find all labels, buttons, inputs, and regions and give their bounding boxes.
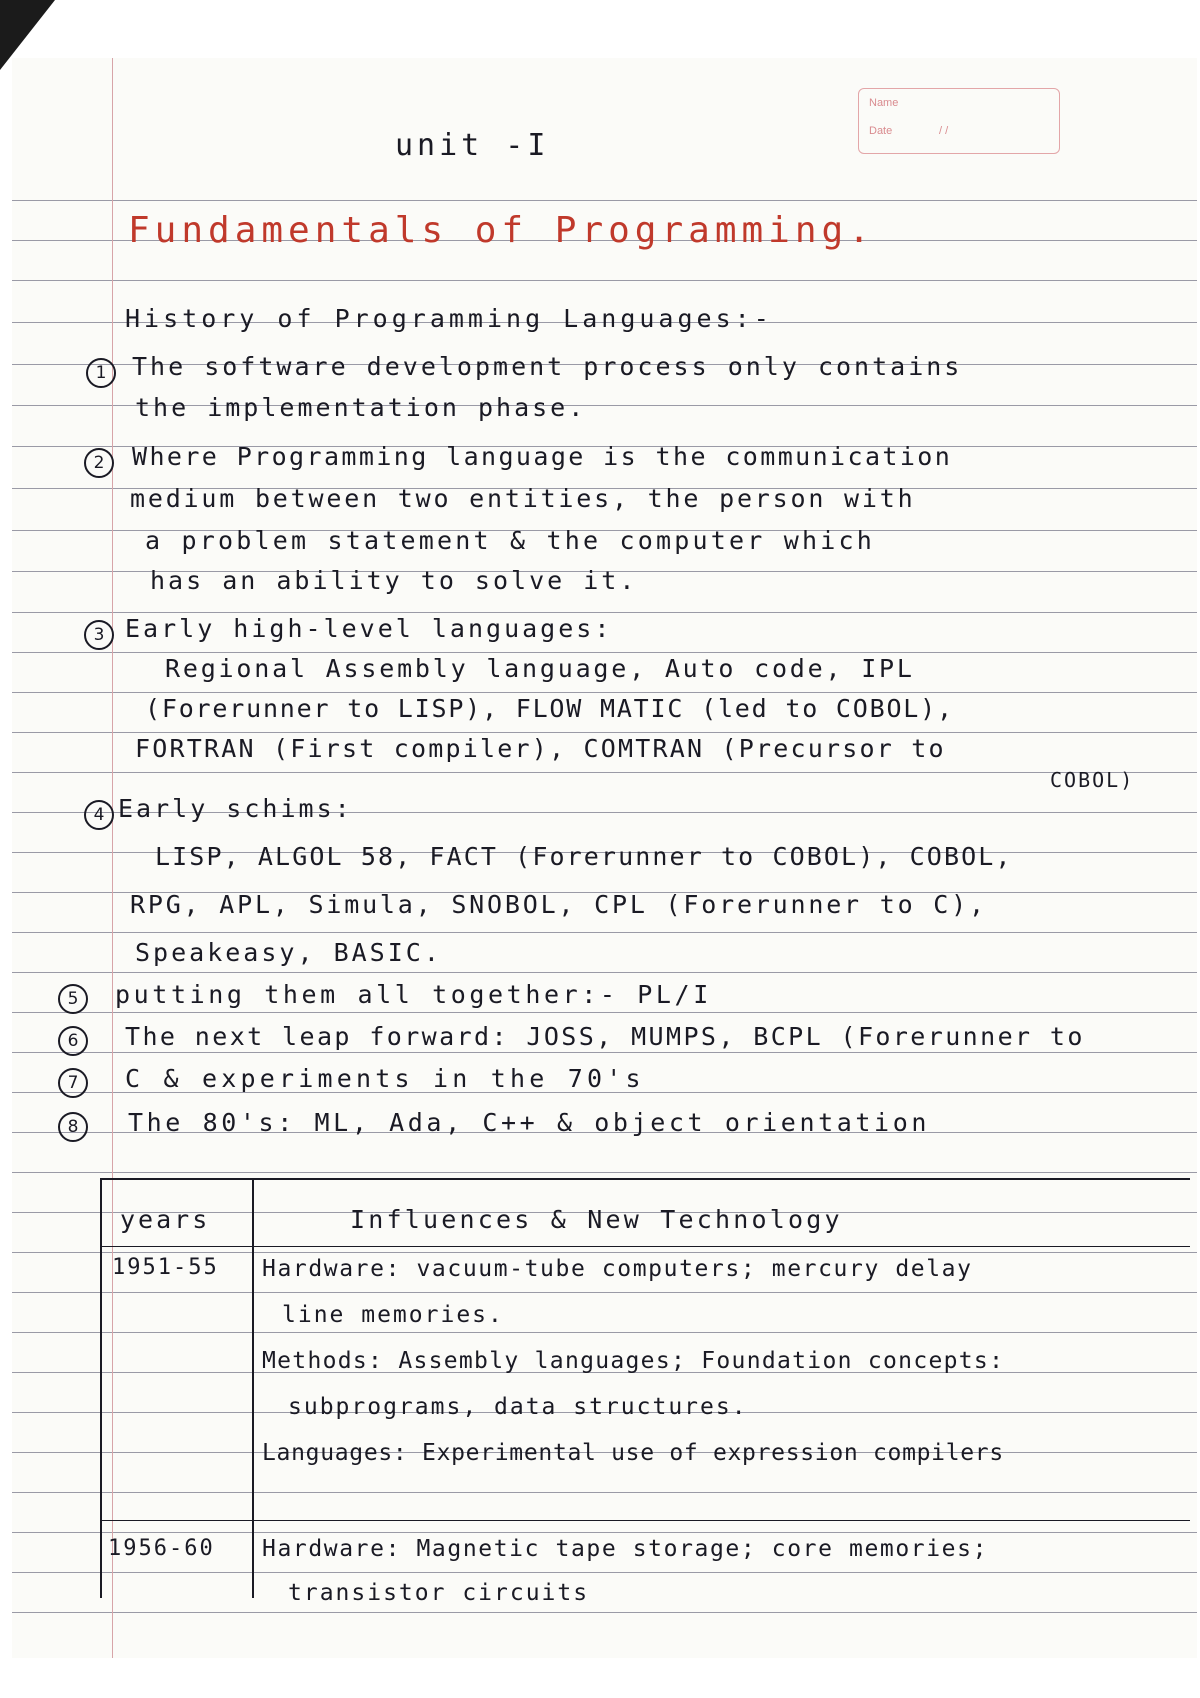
table-top-border	[100, 1178, 1190, 1180]
item-text: The 80's: ML, Ada, C++ & object orientation	[128, 1108, 931, 1137]
table-row-divider	[100, 1520, 1190, 1521]
item-number: 7	[58, 1068, 88, 1098]
table-header-divider	[100, 1246, 1190, 1247]
table-row-years: 1956-60	[108, 1536, 215, 1561]
table-cell-line: transistor circuits	[288, 1580, 590, 1606]
margin-line	[112, 58, 113, 1658]
table-cell-line: Hardware: Magnetic tape storage; core memories;	[262, 1536, 989, 1562]
item-text: Early high-level languages:	[125, 614, 613, 643]
item-number: 3	[84, 620, 114, 650]
item-text: has an ability to solve it.	[150, 566, 638, 595]
item-number: 1	[86, 358, 116, 388]
table-row-years: 1951-55	[112, 1255, 219, 1280]
table-cell-line: Methods: Assembly languages; Foundation concepts:	[262, 1348, 1005, 1374]
item-text: The software development process only contains	[132, 352, 963, 381]
item-text: Speakeasy, BASIC.	[135, 938, 442, 967]
table-column-divider	[252, 1178, 254, 1598]
stamp-date-slashes: / /	[939, 125, 949, 137]
item-text: Early schims:	[118, 794, 353, 823]
item-text: COBOL)	[1050, 768, 1135, 792]
name-date-stamp	[858, 88, 1060, 154]
item-number: 6	[58, 1026, 88, 1056]
table-cell-line: subprograms, data structures.	[288, 1394, 748, 1420]
item-text: the implementation phase.	[135, 393, 587, 422]
item-text: The next leap forward: JOSS, MUMPS, BCPL (Forerunner to	[125, 1022, 1085, 1051]
item-text: C & experiments in the 70's	[125, 1064, 645, 1093]
item-text: a problem statement & the computer which	[145, 526, 876, 555]
item-text: (Forerunner to LISP), FLOW MATIC (led to COBOL),	[145, 694, 954, 723]
item-text: LISP, ALGOL 58, FACT (Forerunner to COBOL), COBOL,	[155, 842, 1013, 871]
item-number: 8	[58, 1112, 88, 1142]
item-text: Regional Assembly language, Auto code, IPL	[165, 654, 915, 683]
table-cell-line: line memories.	[282, 1302, 504, 1328]
stamp-name-label: Name	[869, 97, 899, 109]
item-text: RPG, APL, Simula, SNOBOL, CPL (Forerunner to C),	[130, 890, 987, 919]
item-text: FORTRAN (First compiler), COMTRAN (Precursor to	[135, 734, 946, 763]
stamp-date-label: Date	[869, 125, 893, 137]
item-text: medium between two entities, the person with	[130, 484, 916, 513]
item-number: 5	[58, 984, 88, 1014]
item-text: putting them all together:- PL/I	[115, 980, 712, 1009]
unit-heading: unit -I	[395, 128, 550, 163]
item-text: Where Programming language is the communication	[132, 442, 953, 471]
item-number: 2	[84, 448, 114, 478]
table-cell-line: Hardware: vacuum-tube computers; mercury delay	[262, 1256, 973, 1282]
item-number: 4	[84, 800, 114, 830]
table-left-border	[100, 1178, 102, 1598]
table-header-influences: Influences & New Technology	[350, 1205, 843, 1234]
table-header-years: years	[120, 1205, 211, 1234]
table-cell-line: Languages: Experimental use of expression compilers	[262, 1440, 1004, 1466]
page-title: Fundamentals of Programming.	[128, 210, 875, 251]
history-heading: History of Programming Languages:-	[125, 304, 773, 333]
